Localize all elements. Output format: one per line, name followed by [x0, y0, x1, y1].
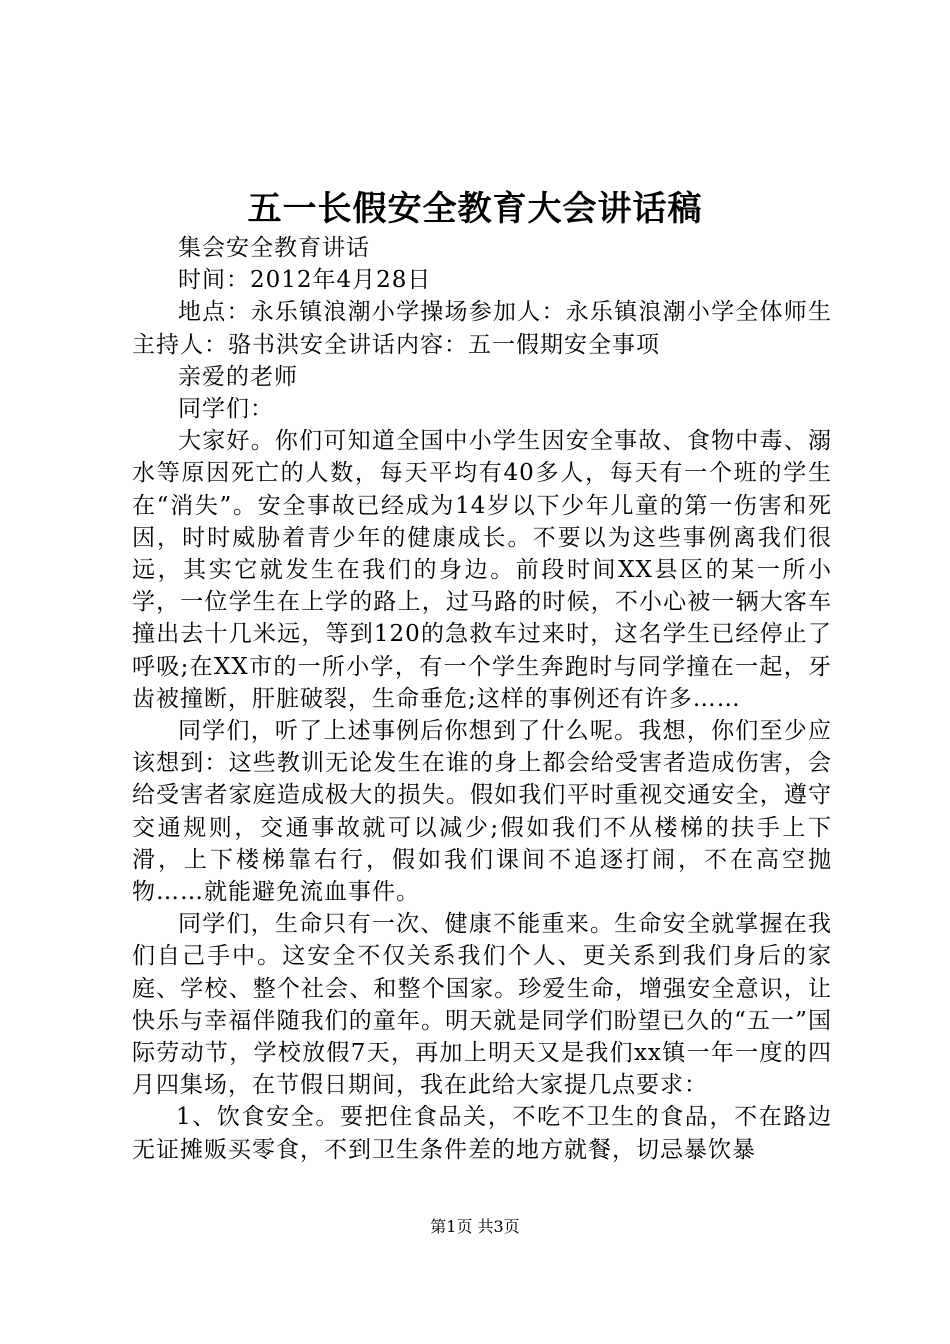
paragraph-location: 地点：永乐镇浪潮小学操场参加人：永乐镇浪潮小学全体师生主持人：骆书洪安全讲话内容：五一假期安全事项: [132, 299, 832, 358]
paragraph-time: 时间：2012年4月28日: [178, 267, 432, 294]
paragraph-list-item: 1、饮食安全。要把住食品关，不吃不卫生的食品，不在路边无证摊贩买零食，不到卫生条件差的地方就餐，切忌暴饮暴: [132, 1104, 832, 1163]
paragraph-body: 同学们，听了上述事例后你想到了什么呢。我想，你们至少应该想到：这些教训无论发生在谁的身上都会给受害者造成伤害，会给受害者家庭造成极大的损失。假如我们平时重视交通安全，遵守交通规则，交通事故就可以减少;假如我们不从楼梯的扶手上下滑，上下楼梯靠右行，假如我们课间不追逐打闹，不在高空抛物……就能避免流血事件。: [132, 718, 832, 906]
paragraph-greeting-teachers: 亲爱的老师: [178, 363, 298, 390]
paragraph-greeting-students: 同学们：: [178, 396, 274, 423]
document-title: 五一长假安全教育大会讲话稿: [247, 189, 703, 229]
paragraph-body: 大家好。你们可知道全国中小学生因安全事故、食物中毒、溺水等原因死亡的人数，每天平均有40多人，每天有一个班的学生在“消失”。安全事故已经成为14岁以下少年儿童的第一伤害和死因，时时威胁着青少年的健康成长。不要以为这些事例离我们很远，其实它就发生在我们的身边。前段时间XX县区的某一所小学，一位学生在上学的路上，过马路的时候，不小心被一辆大客车撞出去十几米远，等到120的急救车过来时，这名学生已经停止了呼吸;在XX市的一所小学，有一个学生奔跑时与同学撞在一起，牙齿被撞断，肝脏破裂，生命垂危;这样的事例还有许多……: [132, 428, 832, 712]
page-footer: 第1页 共3页: [430, 1217, 520, 1236]
paragraph-body: 同学们，生命只有一次、健康不能重来。生命安全就掌握在我们自己手中。这安全不仅关系我们个人、更关系到我们身后的家庭、学校、整个社会、和整个国家。珍爱生命，增强安全意识，让快乐与幸福伴随我们的童年。明天就是同学们盼望已久的“五一”国际劳动节，学校放假7天，再加上明天又是我们xx镇一年一度的四月四集场，在节假日期间，我在此给大家提几点要求：: [132, 911, 832, 1099]
document-body: [132, 232, 832, 1166]
paragraph-heading: 集会安全教育讲话: [178, 235, 370, 261]
